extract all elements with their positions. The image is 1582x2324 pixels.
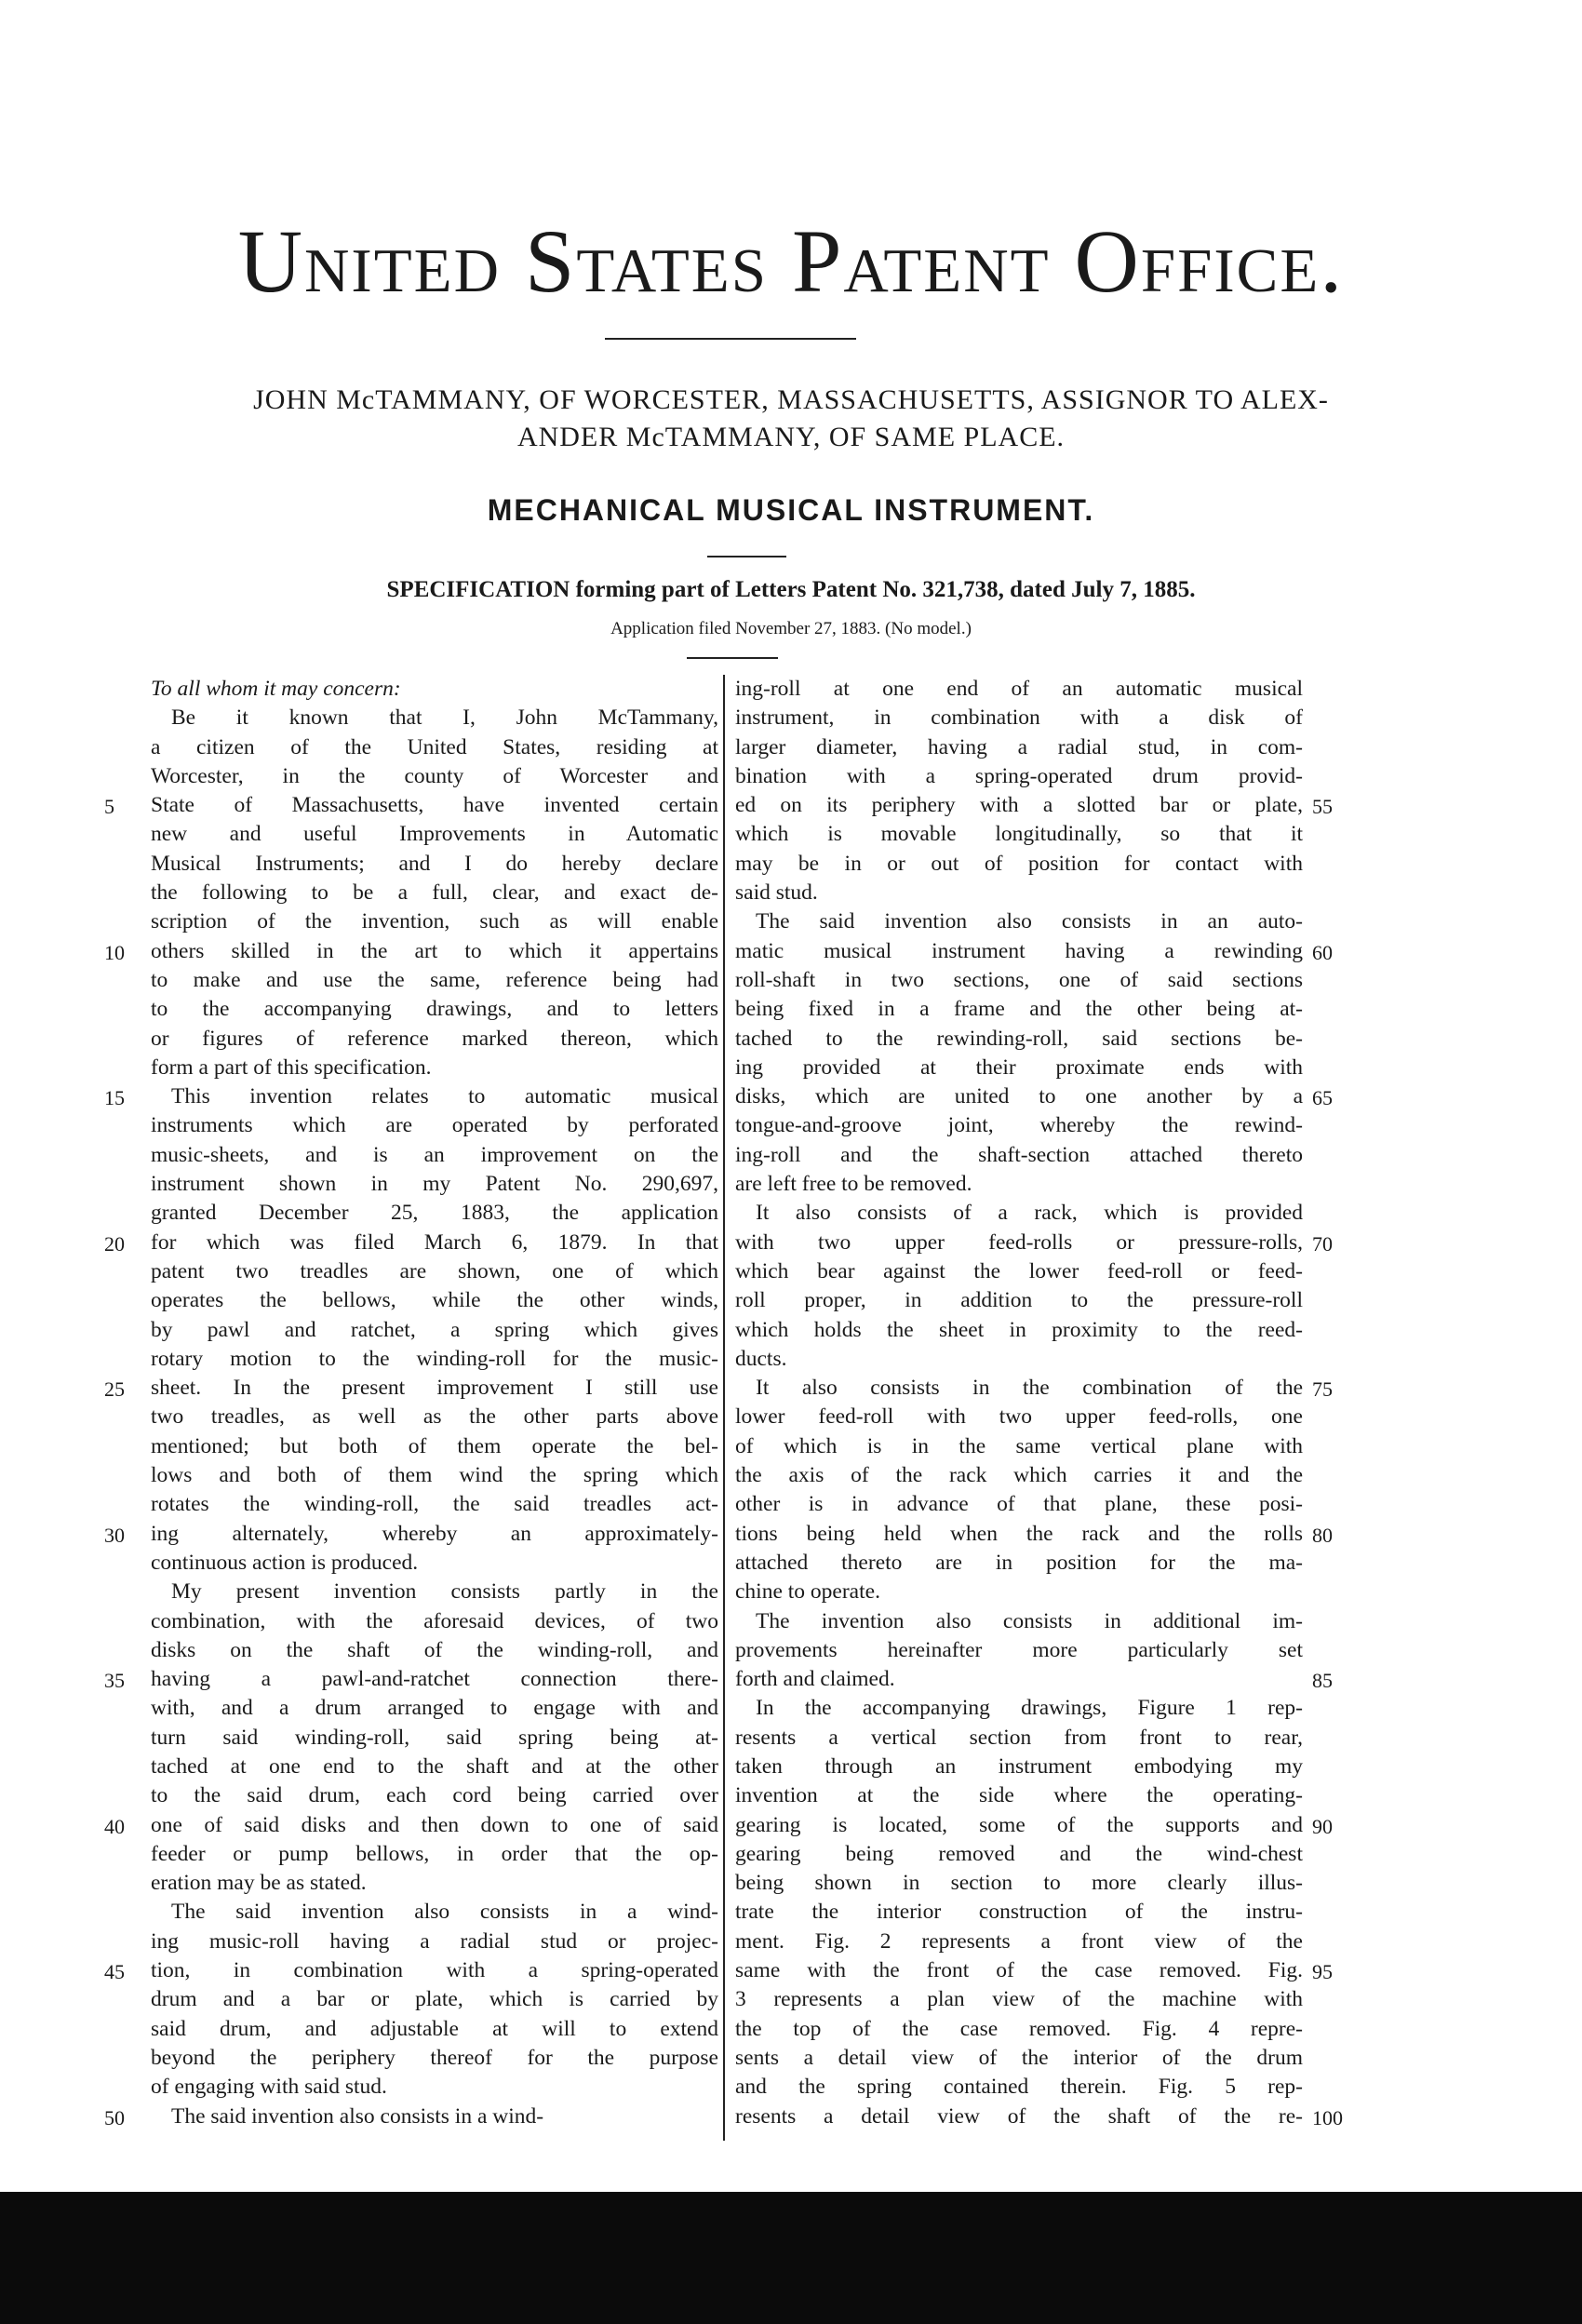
text-line: provements hereinafter more particularly set <box>735 1637 1303 1662</box>
text-line: feeder or pump bellows, in order that the op- <box>151 1841 718 1866</box>
line-number: 25 <box>104 1377 125 1402</box>
text-line: disks, which are united to one another by a <box>735 1084 1303 1109</box>
text-line: lower feed-roll with two upper feed-rolls, one <box>735 1404 1303 1430</box>
line-number: 10 <box>104 940 125 964</box>
line-number: 80 <box>1312 1523 1333 1547</box>
text-line: ing alternately, whereby an approximately- <box>151 1521 718 1546</box>
text-line: In the accompanying drawings, Figure 1 rep- <box>756 1696 1303 1721</box>
title-rule <box>605 338 856 340</box>
text-line: tached to the rewinding-roll, said sections be- <box>735 1026 1303 1051</box>
text-line: tions being held when the rack and the rolls <box>735 1521 1303 1546</box>
text-line: tached at one end to the shaft and at the other <box>151 1753 718 1779</box>
text-line: new and useful Improvements in Automatic <box>151 822 718 847</box>
text-line: by pawl and ratchet, a spring which gives <box>151 1317 718 1342</box>
text-line: patent two treadles are shown, one of which <box>151 1258 718 1283</box>
text-line: other is in advance of that plane, these posi- <box>735 1492 1303 1517</box>
text-line: the axis of the rack which carries it and the <box>735 1463 1303 1488</box>
text-line: ment. Fig. 2 represents a front view of the <box>735 1928 1303 1954</box>
text-line: The said invention also consists in a wind- <box>171 2103 544 2129</box>
line-number: 65 <box>1312 1086 1333 1110</box>
text-line: mentioned; but both of them operate the bel- <box>151 1433 718 1458</box>
text-line: This invention relates to automatic musical <box>171 1084 718 1109</box>
text-line: ing-roll and the shaft-section attached thereto <box>735 1142 1303 1167</box>
text-line: which bear against the lower feed-roll or feed- <box>735 1258 1303 1283</box>
text-line: gearing is located, some of the supports and <box>735 1812 1303 1837</box>
text-line: rotates the winding-roll, the said treadles act- <box>151 1492 718 1517</box>
line-number: 30 <box>104 1523 125 1547</box>
text-line: gearing being removed and the wind-chest <box>735 1841 1303 1866</box>
right-column <box>735 675 1303 2131</box>
text-line: form a part of this specification. <box>151 1055 432 1080</box>
text-line: roll proper, in addition to the pressure-roll <box>735 1288 1303 1313</box>
text-line: ed on its periphery with a slotted bar or plate, <box>735 793 1303 818</box>
line-number: 15 <box>104 1086 125 1110</box>
text-line: combination, with the aforesaid devices, of two <box>151 1608 718 1633</box>
text-line: or figures of reference marked thereon, which <box>151 1026 718 1051</box>
text-line: The invention also consists in additional im- <box>756 1608 1303 1633</box>
short-rule-1 <box>707 556 786 557</box>
text-line: forth and claimed. <box>735 1667 895 1692</box>
text-line: which holds the sheet in proximity to the reed- <box>735 1317 1303 1342</box>
text-line: It also consists in the combination of the <box>756 1376 1303 1401</box>
text-line: The said invention also consists in an auto- <box>756 909 1303 934</box>
text-line: to make and use the same, reference being had <box>151 967 718 992</box>
text-line: granted December 25, 1883, the application <box>151 1201 718 1226</box>
text-line: to the said drum, each cord being carried over <box>151 1783 718 1808</box>
text-line: for which was filed March 6, 1879. In that <box>151 1229 718 1255</box>
text-line: having a pawl-and-ratchet connection there- <box>151 1667 718 1692</box>
text-line: and the spring contained therein. Fig. 5 rep- <box>735 2075 1303 2100</box>
text-line: of which is in the same vertical plane with <box>735 1433 1303 1458</box>
short-rule-2 <box>687 657 778 659</box>
text-line: a citizen of the United States, residing at <box>151 734 718 759</box>
text-line: others skilled in the art to which it appertains <box>151 938 718 963</box>
text-line: continuous action is produced. <box>151 1550 419 1575</box>
text-line: attached thereto are in position for the ma- <box>735 1550 1303 1575</box>
text-line: the top of the case removed. Fig. 4 repre- <box>735 2016 1303 2041</box>
text-line: sents a detail view of the interior of the drum <box>735 2045 1303 2070</box>
text-line: sheet. In the present improvement I still use <box>151 1376 718 1401</box>
line-number: 50 <box>104 2105 125 2129</box>
text-line: instruments which are operated by perforated <box>151 1113 718 1138</box>
line-number: 35 <box>104 1669 125 1693</box>
text-line: To all whom it may concern: <box>151 677 401 701</box>
text-line: said stud. <box>735 880 818 906</box>
text-line: 3 represents a plan view of the machine with <box>735 1987 1303 2012</box>
text-line: chine to operate. <box>735 1579 880 1605</box>
text-line: resents a vertical section from front to rear, <box>735 1725 1303 1750</box>
text-line: one of said disks and then down to one of said <box>151 1812 718 1837</box>
text-line: roll-shaft in two sections, one of said sections <box>735 967 1303 992</box>
text-line: ing provided at their proximate ends with <box>735 1055 1303 1080</box>
text-line: The said invention also consists in a wind- <box>171 1900 718 1925</box>
left-column <box>151 675 718 2131</box>
office-title: United States Patent Office. <box>237 211 1345 311</box>
inventor-heading <box>140 382 1442 456</box>
line-number: 95 <box>1312 1960 1333 1984</box>
text-line: trate the interior construction of the instru- <box>735 1900 1303 1925</box>
text-line: with, and a drum arranged to engage with and <box>151 1696 718 1721</box>
inventor-line-1: JOHN McTAMMANY, OF WORCESTER, MASSACHUSETTS, ASSIGNOR TO ALEX- <box>253 384 1329 415</box>
text-line: taken through an instrument embodying my <box>735 1753 1303 1779</box>
text-line: with two upper feed-rolls or pressure-rolls, <box>735 1229 1303 1255</box>
text-line: are left free to be removed. <box>735 1172 972 1197</box>
line-number: 40 <box>104 1814 125 1838</box>
text-line: My present invention consists partly in the <box>171 1579 718 1605</box>
text-line: instrument shown in my Patent No. 290,697, <box>151 1172 718 1197</box>
text-line: two treadles, as well as the other parts above <box>151 1404 718 1430</box>
text-line: operates the bellows, while the other winds, <box>151 1288 718 1313</box>
text-line: rotary motion to the winding-roll for the music- <box>151 1346 718 1371</box>
text-line: ing-roll at one end of an automatic musical <box>735 677 1303 701</box>
text-line: tion, in combination with a spring-operated <box>151 1958 718 1983</box>
text-line: ducts. <box>735 1346 787 1371</box>
text-line: ing music-roll having a radial stud or projec- <box>151 1928 718 1954</box>
text-line: resents a detail view of the shaft of the re- <box>735 2103 1303 2129</box>
text-line: said drum, and adjustable at will to extend <box>151 2016 718 2041</box>
text-line: disks on the shaft of the winding-roll, and <box>151 1637 718 1662</box>
text-line: scription of the invention, such as will enable <box>151 909 718 934</box>
text-line: of engaging with said stud. <box>151 2075 387 2100</box>
line-number: 5 <box>104 795 114 819</box>
line-number: 45 <box>104 1960 125 1984</box>
invention-title: MECHANICAL MUSICAL INSTRUMENT. <box>487 493 1095 527</box>
specification-line: SPECIFICATION forming part of Letters Patent No. 321,738, dated July 7, 1885. <box>386 577 1196 602</box>
line-number: 70 <box>1312 1231 1333 1256</box>
text-line: drum and a bar or plate, which is carried by <box>151 1987 718 2012</box>
text-line: to the accompanying drawings, and to letters <box>151 997 718 1022</box>
text-line: being shown in section to more clearly illus- <box>735 1871 1303 1896</box>
text-line: music-sheets, and is an improvement on the <box>151 1142 718 1167</box>
text-line: bination with a spring-operated drum provid- <box>735 763 1303 788</box>
line-number: 85 <box>1312 1669 1333 1693</box>
text-line: instrument, in combination with a disk of <box>735 705 1303 731</box>
line-number: 90 <box>1312 1814 1333 1838</box>
text-line: the following to be a full, clear, and exact de- <box>151 880 718 906</box>
line-number: 60 <box>1312 940 1333 964</box>
column-divider <box>723 675 725 2141</box>
text-line: lows and both of them wind the spring which <box>151 1463 718 1488</box>
inventor-line-2: ANDER McTAMMANY, OF SAME PLACE. <box>516 422 1066 452</box>
text-line: matic musical instrument having a rewinding <box>735 938 1303 963</box>
text-line: same with the front of the case removed. Fig. <box>735 1958 1303 1983</box>
text-line: tongue-and-groove joint, whereby the rewind- <box>735 1113 1303 1138</box>
line-number: 100 <box>1312 2105 1343 2129</box>
text-line: which is movable longitudinally, so that it <box>735 822 1303 847</box>
text-line: eration may be as stated. <box>151 1871 367 1896</box>
text-line: being fixed in a frame and the other being at- <box>735 997 1303 1022</box>
text-line: larger diameter, having a radial stud, in com- <box>735 734 1303 759</box>
text-line: Musical Instruments; and I do hereby declare <box>151 851 718 876</box>
text-line: Worcester, in the county of Worcester and <box>151 763 718 788</box>
text-line: beyond the periphery thereof for the purpose <box>151 2045 718 2070</box>
line-number: 20 <box>104 1231 125 1256</box>
scan-border-bar <box>0 2192 1582 2324</box>
text-line: may be in or out of position for contact with <box>735 851 1303 876</box>
line-number: 75 <box>1312 1377 1333 1402</box>
text-line: State of Massachusetts, have invented certain <box>151 793 718 818</box>
text-line: turn said winding-roll, said spring being at- <box>151 1725 718 1750</box>
line-number: 55 <box>1312 795 1333 819</box>
application-filed-line: Application filed November 27, 1883. (No model.) <box>610 619 972 638</box>
text-line: Be it known that I, John McTammany, <box>171 705 718 731</box>
text-line: invention at the side where the operating- <box>735 1783 1303 1808</box>
text-line: It also consists of a rack, which is provided <box>756 1201 1303 1226</box>
